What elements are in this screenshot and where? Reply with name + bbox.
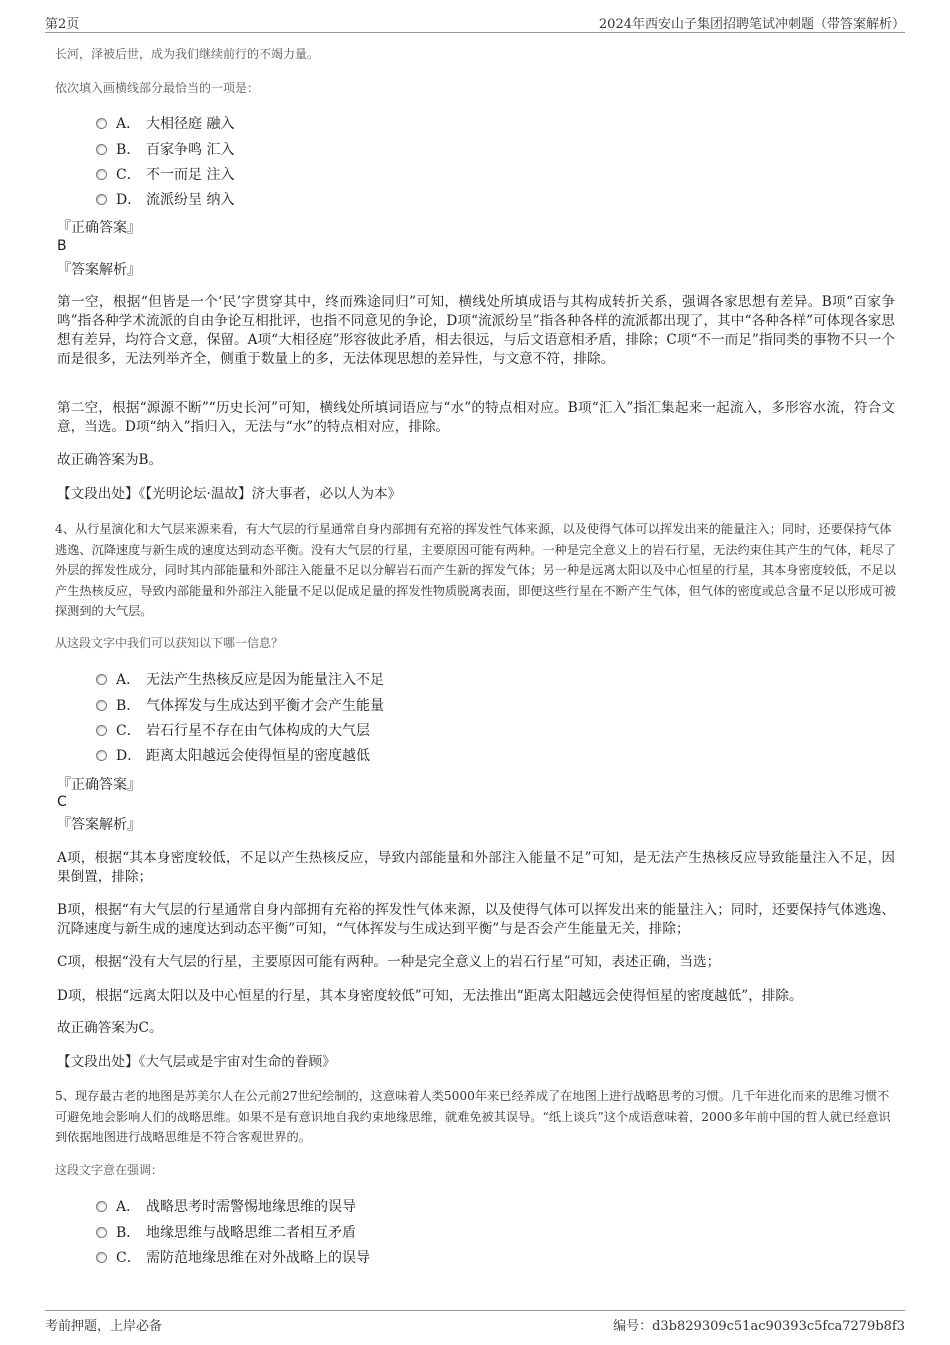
q3-analysis-label: 『答案解析』	[57, 262, 141, 278]
q3-conclusion: 故正确答案为B。	[57, 452, 163, 468]
q3-option-b[interactable]: B． 百家争鸣 汇入	[96, 140, 234, 160]
document-title: 2024年西安山子集团招聘笔试冲刺题（带答案解析）	[598, 17, 905, 32]
radio-icon[interactable]	[96, 118, 107, 129]
page-number: 第2页	[45, 17, 80, 32]
q4-source: 【文段出处】《大气层或是宇宙对生命的眷顾》	[57, 1054, 336, 1070]
q3-source: 【文段出处】《【光明论坛·温故】济大事者，必以人为本》	[57, 486, 402, 502]
question-5-text: 5、现存最古老的地图是苏美尔人在公元前27世纪绘制的，这意味着人类5000年来已经养成了在地图上进行战略思考的习惯。几千年进化而来的思维习惯不可避免地会影响人们的战略思维。如果不是有意识地自我约束地缘思维，就难免被其误导。“纸上谈兵”这个成语意味着，2000多年前中国的哲人就已经意识到依据地图进行战略思维是不符合客观世界的。	[55, 1089, 891, 1144]
radio-icon[interactable]	[96, 1201, 107, 1212]
question-3-text-end: 长河，泽被后世，成为我们继续前行的不竭力量。	[55, 47, 320, 61]
q3-answer-label: 『正确答案』	[57, 220, 141, 236]
radio-icon[interactable]	[96, 725, 107, 736]
radio-icon[interactable]	[96, 169, 107, 180]
radio-icon[interactable]	[96, 700, 107, 711]
radio-icon[interactable]	[96, 194, 107, 205]
radio-icon[interactable]	[96, 750, 107, 761]
page-footer	[45, 1310, 905, 1337]
q3-option-a[interactable]: A． 大相径庭 融入	[96, 114, 234, 134]
radio-icon[interactable]	[96, 1252, 107, 1263]
question-5-prompt: 这段文字意在强调：	[55, 1163, 164, 1177]
q5-option-b[interactable]: B． 地缘思维与战略思维二者相互矛盾	[96, 1223, 356, 1243]
q3-option-c[interactable]: C． 不一而足 注入	[96, 165, 234, 185]
page-header	[45, 10, 905, 33]
q3-analysis-paragraph: 第一空，根据“但皆是一个‘民’字贯穿其中，终而殊途同归”可知，横线处所填成语与其构成转折关系，强调各家思想有差异。B项“百家争鸣”指各种学术流派的自由争论互相批评，也指不同意见的争论，D项“流派纷呈”指各种各样的流派都出现了，其中“各种各样”可体现各家思想有差异，均符合文意，保留。A项“大相径庭”形容彼此矛盾，相去很远，与后文语意相矛盾，排除；C项“不一而足”指同类的事物不只一个而是很多，无法列举齐全，侧重于数量上的多，无法体现思想的差异性，与文意不符，排除。	[57, 294, 895, 367]
q3-analysis-paragraph: 第二空，根据“源源不断”“历史长河”可知，横线处所填词语应与“水”的特点相对应。B项“汇入”指汇集起来一起流入，多形容水流，符合文意，当选。D项“纳入”指归入，无法与“水”的特点相对应，排除。	[57, 400, 895, 435]
radio-icon[interactable]	[96, 674, 107, 685]
q4-option-d[interactable]: D． 距离太阳越远会使得恒星的密度越低	[96, 746, 370, 766]
q4-analysis-label: 『答案解析』	[57, 817, 141, 833]
q4-analysis-paragraph: C项，根据“没有大气层的行星，主要原因可能有两种。一种是完全意义上的岩石行星”可知，表述正确，当选；	[57, 954, 721, 970]
q5-option-c[interactable]: C． 需防范地缘思维在对外战略上的误导	[96, 1248, 370, 1268]
document-id: 编号：d3b829309c51ac90393c5fca7279b8f3	[613, 1319, 905, 1334]
q5-option-a[interactable]: A． 战略思考时需警惕地缘思维的误导	[96, 1197, 356, 1217]
question-3-prompt: 依次填入画横线部分最恰当的一项是：	[55, 81, 260, 95]
q3-option-d[interactable]: D． 流派纷呈 纳入	[96, 190, 234, 210]
q4-analysis-paragraph: D项，根据“远离太阳以及中心恒星的行星，其本身密度较低”可知，无法推出“距离太阳越远会使得恒星的密度越低”，排除。	[57, 988, 803, 1004]
radio-icon[interactable]	[96, 1227, 107, 1238]
q3-answer: B	[57, 238, 67, 254]
q4-option-c[interactable]: C． 岩石行星不存在由气体构成的大气层	[96, 721, 370, 741]
q4-answer: C	[57, 794, 67, 810]
radio-icon[interactable]	[96, 144, 107, 155]
q4-analysis-paragraph: A项，根据“其本身密度较低，不足以产生热核反应，导致内部能量和外部注入能量不足”可知，是无法产生热核反应导致能量注入不足，因果倒置，排除；	[57, 850, 895, 885]
q4-conclusion: 故正确答案为C。	[57, 1020, 163, 1036]
q4-option-a[interactable]: A． 无法产生热核反应是因为能量注入不足	[96, 670, 384, 690]
q4-answer-label: 『正确答案』	[57, 777, 141, 793]
question-4-text: 4、从行星演化和大气层来源来看，有大气层的行星通常自身内部拥有充裕的挥发性气体来源，以及使得气体可以挥发出来的能量注入；同时，还要保持气体逃逸、沉降速度与新生成的速度达到动态平衡。没有大气层的行星，主要原因可能有两种。一种是完全意义上的岩石行星，无法约束住其产生的气体，耗尽了外层的挥发性成分，同时其内部能量和外部注入能量不足以分解岩石而产生新的挥发气体；另一种是远离太阳以及中心恒星的行星，其本身密度较低，不足以产生热核反应，导致内部能量和外部注入能量不足以促成足量的挥发性物质脱离表面，即便这些行星在不断产生气体，但气体的密度或总含量不足以形成可被探测到的大气层。	[55, 522, 896, 618]
q4-option-b[interactable]: B． 气体挥发与生成达到平衡才会产生能量	[96, 696, 384, 716]
q4-analysis-paragraph: B项，根据“有大气层的行星通常自身内部拥有充裕的挥发性气体来源，以及使得气体可以挥发出来的能量注入；同时，还要保持气体逃逸、沉降速度与新生成的速度达到动态平衡”可知，“气体挥发与生成达到平衡”与是否会产生能量无关，排除；	[57, 902, 895, 937]
question-4-prompt: 从这段文字中我们可以获知以下哪一信息？	[55, 636, 284, 650]
footer-slogan: 考前押题，上岸必备	[45, 1319, 163, 1334]
